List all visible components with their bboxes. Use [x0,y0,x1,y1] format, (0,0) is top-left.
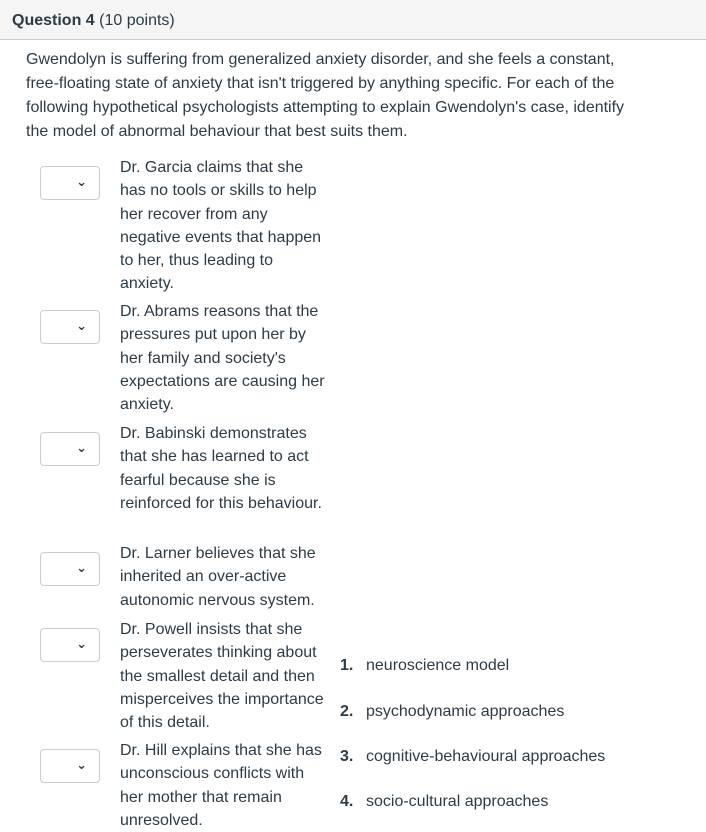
answer-option-2 [340,703,564,721]
match-select-3[interactable] [40,432,100,466]
answer-option-1 [340,657,509,675]
match-select-6[interactable] [40,749,100,783]
match-statement-3: Dr. Babinski demonstrates that she has learned to act fearful because she is reinforced for this behaviour. [120,425,322,512]
match-statement-5: Dr. Powell insists that she perseverates thinking about the smallest detail and then misperceives the importance of this detail. [120,621,324,732]
answer-label: socio-cultural approaches [366,793,549,810]
chevron-down-icon: ⌄ [76,175,87,190]
match-statement-6: Dr. Hill explains that she has unconscious conflicts with her mother that remain unresolved. [120,742,322,829]
question-points: (10 points) [99,12,175,29]
answer-label: psychodynamic approaches [366,703,565,720]
chevron-down-icon: ⌄ [76,637,87,652]
chevron-down-icon: ⌄ [76,758,87,773]
question-number: Question 4 [12,12,95,29]
match-select-4[interactable] [40,552,100,586]
answer-label: cognitive-behavioural approaches [366,748,606,765]
chevron-down-icon: ⌄ [76,319,87,334]
question-title [12,12,175,30]
answer-number: 2. [340,703,354,720]
answer-option-3 [340,748,605,766]
match-select-2[interactable] [40,310,100,344]
answer-number: 3. [340,748,354,765]
answer-label: neuroscience model [366,657,510,674]
chevron-down-icon: ⌄ [76,561,87,576]
match-statement-4: Dr. Larner believes that she inherited an over-active autonomic nervous system. [120,545,316,609]
match-statement-1: Dr. Garcia claims that she has no tools or skills to help her recover from any negative events that happen to her, thus leading to anxiety. [120,159,322,293]
chevron-down-icon: ⌄ [76,441,87,456]
question-header [0,0,706,40]
match-select-1[interactable] [40,166,100,200]
question-prompt: Gwendolyn is suffering from generalized anxiety disorder, and she feels a constant, free-floating state of anxiety that isn't triggered by anything specific. For each of the following hypothetical psychologists attempting to explain Gwendolyn's case, identify the model of abnormal behaviour that best suits them. [26,51,625,140]
match-statement-2: Dr. Abrams reasons that the pressures put upon her by her family and society's expectations are causing her anxiety. [120,303,325,414]
answer-number: 1. [340,657,354,674]
answer-number: 4. [340,793,354,810]
match-select-5[interactable] [40,628,100,662]
answer-option-4 [340,793,548,811]
